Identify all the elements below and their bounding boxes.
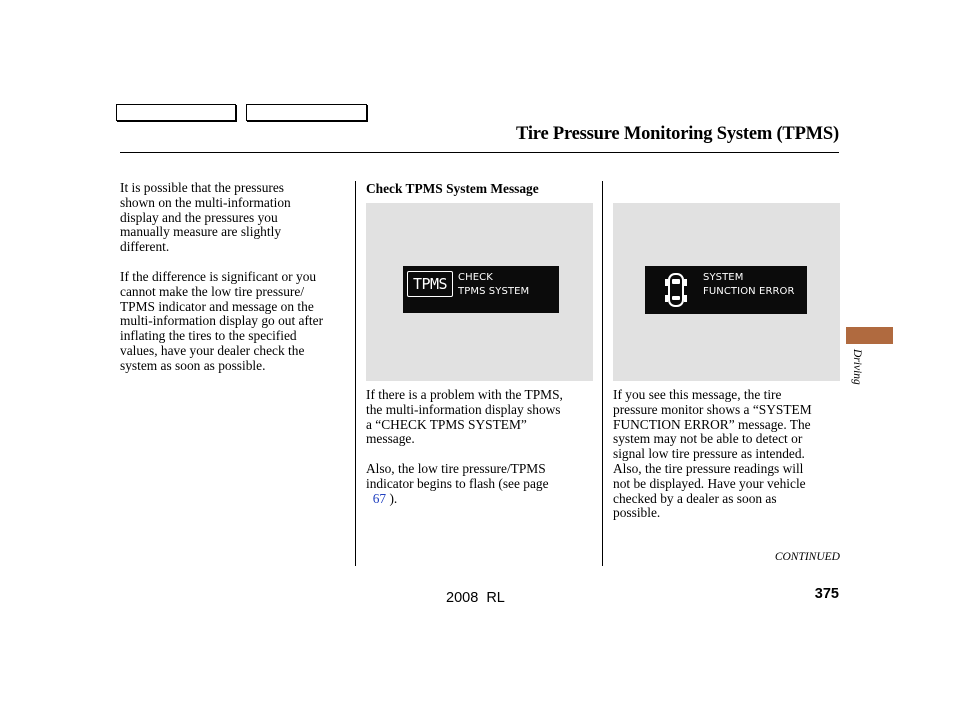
text-line: message. [366,431,415,447]
text-line: shown on the multi-information [120,194,291,210]
lcd-line-1: SYSTEM [703,272,744,283]
text-line: If you see this message, the tire [613,387,782,402]
column-divider-left [355,181,356,566]
title-divider [120,152,839,153]
text-line: Also, the low tire pressure/TPMS [366,461,546,476]
text-line: If there is a problem with the TPMS, [366,387,563,402]
text-line: display and the pressures you [120,209,278,225]
left-paragraph-1 [120,181,291,255]
section-heading: Check TPMS System Message [366,181,539,196]
lcd-line-2: TPMS SYSTEM [458,286,530,297]
lcd-line-1: CHECK [458,272,493,283]
check-tpms-lcd [403,266,559,313]
lcd-line-2: FUNCTION ERROR [703,286,795,297]
text-line: manually measure are slightly [120,224,282,240]
left-paragraph-2 [120,270,323,374]
text-line: system may not be able to detect or [613,431,803,447]
text-line: multi-information display go out after [120,313,324,329]
text-line: possible. [613,505,661,521]
text-line: a “CHECK TPMS SYSTEM” [366,416,527,432]
text-line [366,492,549,507]
continued-label: CONTINUED [774,551,840,563]
footer-model: 2008 RL [446,590,505,606]
middle-paragraph-2 [366,462,549,506]
text-line: checked by a dealer as soon as [613,490,777,506]
text-line: pressure monitor shows a “SYSTEM [613,401,812,417]
next-page-button[interactable] [246,104,367,121]
tpms-indicator-icon: TPMS [407,271,453,297]
text-line: TPMS indicator and message on the [120,298,314,314]
text-line: inflating the tires to the specified [120,328,297,344]
previous-page-button[interactable] [116,104,236,121]
system-function-error-lcd [645,266,807,314]
text-line: different. [120,239,170,255]
text-line: cannot make the low tire pressure/ [120,283,305,299]
page-number: 375 [814,586,839,602]
text-line: system as soon as possible. [120,357,266,373]
text-line: It is possible that the pressures [120,180,285,195]
text-line: If the difference is significant or you [120,269,317,284]
text-line: indicator begins to flash (see page [366,475,549,491]
text-line: FUNCTION ERROR” message. The [613,416,811,432]
page-title: Tire Pressure Monitoring System (TPMS) [516,124,839,144]
text-line: the multi-information display shows [366,401,561,417]
text-line: Also, the tire pressure readings will [613,460,804,476]
section-tab-label: Driving [851,349,863,385]
car-top-view-icon [664,272,688,308]
right-paragraph-1 [613,388,812,521]
column-divider-right [602,181,603,566]
text-line: not be displayed. Have your vehicle [613,475,806,491]
page-reference-link[interactable]: 67 [372,490,387,506]
text-line: signal low tire pressure as intended. [613,446,805,462]
middle-paragraph-1 [366,388,563,447]
text-fragment: ). [386,490,398,506]
text-line: values, have your dealer check the [120,342,305,358]
section-tab[interactable] [846,327,893,344]
